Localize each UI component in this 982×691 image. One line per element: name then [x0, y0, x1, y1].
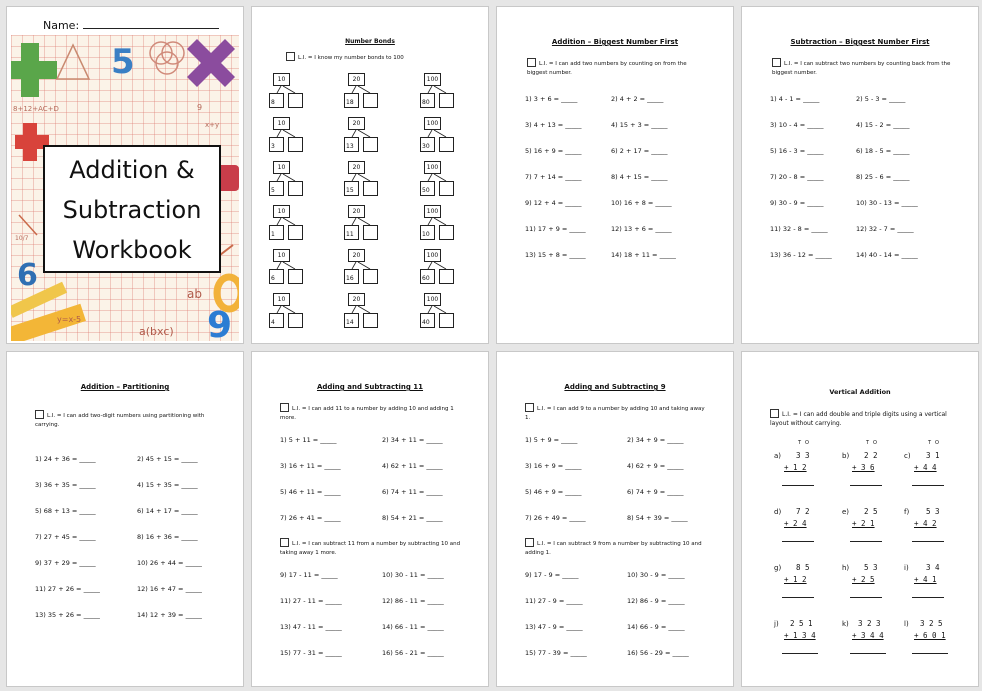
bond-answer-box[interactable] — [288, 269, 303, 284]
sum-label: k) — [842, 620, 849, 628]
bond-part: 50 — [420, 181, 435, 196]
question-item[interactable]: 1) 24 + 36 = _____ — [35, 455, 96, 463]
sum-bottom-number: + 1 3 4 — [784, 631, 816, 640]
bond-answer-box[interactable] — [363, 93, 378, 108]
answer-line[interactable] — [912, 541, 944, 542]
page-title: Adding and Subtracting 11 — [316, 383, 424, 391]
question-item[interactable]: 3) 36 + 35 = _____ — [35, 481, 96, 489]
question-item[interactable]: 5) 16 + 9 = _____ — [525, 147, 582, 155]
li-statement-sub — [280, 538, 464, 558]
sum-label: j) — [774, 620, 779, 628]
question-item[interactable]: 11) 32 - 8 = _____ — [770, 225, 828, 233]
question-item[interactable]: 8) 25 - 6 = _____ — [856, 173, 910, 181]
blue-six-icon: 6 — [17, 258, 38, 293]
li-checkbox[interactable] — [280, 403, 289, 412]
question-item[interactable]: 13) 36 - 12 = _____ — [770, 251, 832, 259]
bond-part: 18 — [344, 93, 359, 108]
number-bond — [344, 73, 384, 113]
question-item[interactable]: 10) 30 - 11 = _____ — [382, 571, 444, 579]
question-item[interactable]: 12) 13 + 6 = _____ — [611, 225, 672, 233]
question-item[interactable]: 9) 37 + 29 = _____ — [35, 559, 96, 567]
sum-label: a) — [774, 452, 782, 460]
question-item[interactable]: 6) 74 + 9 = _____ — [627, 488, 684, 496]
bond-answer-box[interactable] — [439, 181, 454, 196]
question-item[interactable]: 12) 86 - 11 = _____ — [382, 597, 444, 605]
li-text: L.I. = I can add 9 to a number by adding 10 and taking away 1. — [525, 406, 705, 421]
bond-whole: 100 — [424, 117, 441, 130]
answer-line[interactable] — [782, 541, 814, 542]
question-item[interactable]: 7) 20 - 8 = _____ — [770, 173, 824, 181]
question-item[interactable]: 7) 26 + 49 = _____ — [525, 514, 586, 522]
sum-top-number: 3 2 5 — [920, 619, 943, 628]
cover-title-line2: Subtraction — [62, 196, 202, 224]
number-bond — [420, 117, 460, 157]
question-item[interactable]: 7) 7 + 14 = _____ — [525, 173, 582, 181]
bond-whole: 10 — [273, 293, 290, 306]
answer-line[interactable] — [912, 653, 948, 654]
bond-whole: 100 — [424, 293, 441, 306]
li-statement-add — [280, 403, 464, 423]
question-item[interactable]: 4) 15 - 2 = _____ — [856, 121, 910, 129]
question-item[interactable]: 4) 62 + 9 = _____ — [627, 462, 684, 470]
sum-bottom-number: + 2 5 — [852, 575, 875, 584]
number-bond — [344, 161, 384, 201]
question-item[interactable]: 2) 4 + 2 = _____ — [611, 95, 664, 103]
question-item[interactable]: 11) 17 + 9 = _____ — [525, 225, 586, 233]
sum-bottom-number: + 1 2 — [784, 463, 807, 472]
cover-illustration — [11, 35, 239, 341]
bond-whole: 20 — [348, 73, 365, 86]
bond-part: 3 — [269, 137, 284, 152]
question-item[interactable]: 7) 26 + 41 = _____ — [280, 514, 341, 522]
question-item[interactable]: 9) 12 + 4 = _____ — [525, 199, 582, 207]
question-item[interactable]: 2) 34 + 11 = _____ — [382, 436, 443, 444]
question-item[interactable]: 12) 86 - 9 = _____ — [627, 597, 685, 605]
vertical-addition-page — [741, 351, 979, 687]
sum-label: f) — [904, 508, 910, 516]
li-statement — [35, 410, 219, 430]
bond-whole: 100 — [424, 249, 441, 262]
sum-top-number: 3 4 — [926, 563, 940, 572]
bond-whole: 100 — [424, 161, 441, 174]
li-checkbox[interactable] — [286, 52, 295, 61]
deco-abc: a(bxc) — [139, 325, 174, 338]
name-line — [83, 19, 219, 29]
sum-bottom-number: + 2 4 — [784, 519, 807, 528]
blue-nine-icon: 9 — [207, 305, 233, 341]
bond-answer-box[interactable] — [363, 313, 378, 328]
answer-line[interactable] — [850, 597, 882, 598]
question-item[interactable]: 6) 74 + 11 = _____ — [382, 488, 443, 496]
bond-answer-box[interactable] — [288, 181, 303, 196]
li-checkbox[interactable] — [35, 410, 44, 419]
sum-top-number: 5 3 — [926, 507, 940, 516]
number-bond — [344, 117, 384, 157]
cover-title-line1: Addition & — [69, 156, 195, 184]
bond-whole: 10 — [273, 205, 290, 218]
answer-line[interactable] — [912, 485, 944, 486]
number-bond — [269, 293, 309, 333]
bond-answer-box[interactable] — [439, 225, 454, 240]
cover-title-line3: Workbook — [72, 236, 192, 264]
li-text: L.I. = I can add 11 to a number by adding 10 and adding 1 more. — [280, 406, 454, 421]
purple-times-icon — [187, 39, 235, 87]
question-item[interactable]: 6) 2 + 17 = _____ — [611, 147, 668, 155]
number-bond — [269, 249, 309, 289]
question-item[interactable]: 8) 16 + 36 = _____ — [137, 533, 198, 541]
bond-part: 10 — [420, 225, 435, 240]
number-bond — [269, 161, 309, 201]
question-item[interactable]: 15) 77 - 31 = _____ — [280, 649, 342, 657]
sum-top-number: 3 2 3 — [858, 619, 881, 628]
bond-whole: 20 — [348, 205, 365, 218]
bond-whole: 20 — [348, 293, 365, 306]
question-item[interactable]: 3) 16 + 9 = _____ — [525, 462, 582, 470]
question-item[interactable]: 15) 77 - 39 = _____ — [525, 649, 587, 657]
bond-answer-box[interactable] — [363, 137, 378, 152]
bond-whole: 10 — [273, 249, 290, 262]
question-item[interactable]: 4) 15 + 3 = _____ — [611, 121, 668, 129]
question-item[interactable]: 1) 5 + 9 = _____ — [525, 436, 578, 444]
li-text: L.I. = I can subtract 9 from a number by subtracting 10 and adding 1. — [525, 541, 702, 556]
question-item[interactable]: 3) 16 + 11 = _____ — [280, 462, 341, 470]
question-item[interactable]: 14) 66 - 9 = _____ — [627, 623, 685, 631]
bond-answer-box[interactable] — [288, 313, 303, 328]
number-bond — [420, 249, 460, 289]
deco-fx: 9 — [197, 103, 203, 112]
li-statement-add — [525, 403, 709, 423]
cover-page — [6, 6, 244, 344]
question-item[interactable]: 9) 17 - 9 = _____ — [525, 571, 579, 579]
sum-bottom-number: + 4 2 — [914, 519, 937, 528]
question-item[interactable]: 14) 12 + 39 = _____ — [137, 611, 202, 619]
question-item[interactable]: 8) 54 + 39 = _____ — [627, 514, 688, 522]
number-bond — [420, 73, 460, 113]
adding-subtracting-11-page — [251, 351, 489, 687]
sum-bottom-number: + 6 0 1 — [914, 631, 946, 640]
sum-bottom-number: + 4 1 — [914, 575, 937, 584]
li-statement — [527, 58, 707, 78]
answer-line[interactable] — [782, 653, 818, 654]
question-item[interactable]: 4) 62 + 11 = _____ — [382, 462, 443, 470]
subtraction-biggest-first-page — [741, 6, 979, 344]
name-label: Name: — [43, 19, 80, 32]
sum-top-number: 3 3 — [796, 451, 810, 460]
question-item[interactable]: 9) 30 - 9 = _____ — [770, 199, 824, 207]
bond-answer-box[interactable] — [439, 313, 454, 328]
sum-label: c) — [904, 452, 911, 460]
bond-part: 40 — [420, 313, 435, 328]
bond-part: 14 — [344, 313, 359, 328]
cover-title-box — [43, 145, 221, 273]
li-statement — [772, 58, 952, 78]
bond-whole: 100 — [424, 205, 441, 218]
li-statement — [770, 409, 954, 428]
sum-bottom-number: + 4 4 — [914, 463, 937, 472]
sum-label: b) — [842, 452, 850, 460]
addition-biggest-first-page — [496, 6, 734, 344]
page-title: Subtraction – Biggest Number First — [790, 38, 930, 46]
question-item[interactable]: 14) 40 - 14 = _____ — [856, 251, 918, 259]
question-item[interactable]: 12) 32 - 7 = _____ — [856, 225, 914, 233]
answer-line[interactable] — [850, 485, 882, 486]
bond-whole: 20 — [348, 117, 365, 130]
li-text: L.I. = I know my number bonds to 100 — [298, 55, 404, 61]
li-text: L.I. = I can subtract two numbers by counting back from the biggest number. — [772, 61, 951, 76]
question-item[interactable]: 1) 5 + 11 = _____ — [280, 436, 337, 444]
question-item[interactable]: 5) 46 + 11 = _____ — [280, 488, 341, 496]
question-item[interactable]: 1) 4 - 1 = _____ — [770, 95, 820, 103]
green-plus-icon — [11, 43, 57, 97]
answer-line[interactable] — [782, 485, 814, 486]
sum-bottom-number: + 3 4 4 — [852, 631, 884, 640]
bond-part: 15 — [344, 181, 359, 196]
question-item[interactable]: 8) 4 + 15 = _____ — [611, 173, 668, 181]
bond-whole: 10 — [273, 161, 290, 174]
question-item[interactable]: 9) 17 - 11 = _____ — [280, 571, 338, 579]
question-item[interactable]: 11) 27 - 9 = _____ — [525, 597, 583, 605]
question-item[interactable]: 16) 56 - 29 = _____ — [627, 649, 689, 657]
bond-part: 4 — [269, 313, 284, 328]
question-item[interactable]: 10) 30 - 9 = _____ — [627, 571, 685, 579]
question-item[interactable]: 13) 35 + 26 = _____ — [35, 611, 100, 619]
answer-line[interactable] — [850, 541, 882, 542]
question-item[interactable]: 1) 3 + 6 = _____ — [525, 95, 578, 103]
bond-whole: 10 — [273, 117, 290, 130]
li-text: L.I. = I can subtract 11 from a number by subtracting 10 and taking away 1 more. — [280, 541, 461, 556]
bond-answer-box[interactable] — [288, 137, 303, 152]
question-item[interactable]: 10) 26 + 44 = _____ — [137, 559, 202, 567]
li-text: L.I. = I can add two numbers by counting on from the biggest number. — [527, 61, 687, 76]
question-item[interactable]: 2) 5 - 3 = _____ — [856, 95, 906, 103]
question-item[interactable]: 10) 16 + 8 = _____ — [611, 199, 672, 207]
bond-part: 6 — [269, 269, 284, 284]
sum-top-number: 2 5 1 — [790, 619, 813, 628]
page-title: Vertical Addition — [829, 388, 891, 396]
deco-xy: x+y — [205, 121, 220, 129]
sum-label: e) — [842, 508, 850, 516]
number-bond — [269, 117, 309, 157]
bond-part: 16 — [344, 269, 359, 284]
question-item[interactable]: 7) 27 + 45 = _____ — [35, 533, 96, 541]
bond-answer-box[interactable] — [288, 93, 303, 108]
question-item[interactable]: 5) 16 - 3 = _____ — [770, 147, 824, 155]
sum-label: g) — [774, 564, 782, 572]
number-bond — [344, 249, 384, 289]
bond-whole: 20 — [348, 161, 365, 174]
number-bond — [420, 293, 460, 333]
question-item[interactable]: 5) 46 + 9 = _____ — [525, 488, 582, 496]
page-title: Addition – Biggest Number First — [551, 38, 679, 46]
bond-part: 30 — [420, 137, 435, 152]
sum-top-number: 3 1 — [926, 451, 940, 460]
bond-part: 8 — [269, 93, 284, 108]
sum-top-number: 2 2 — [864, 451, 878, 460]
question-item[interactable]: 11) 27 + 26 = _____ — [35, 585, 100, 593]
number-bonds-page — [251, 6, 489, 344]
bond-whole: 20 — [348, 249, 365, 262]
deco-frac2: 10/7 — [15, 235, 29, 242]
addition-partitioning-page — [6, 351, 244, 687]
li-checkbox[interactable] — [525, 403, 534, 412]
sum-top-number: 7 2 — [796, 507, 810, 516]
question-item[interactable]: 8) 54 + 21 = _____ — [382, 514, 443, 522]
bond-answer-box[interactable] — [363, 181, 378, 196]
question-item[interactable]: 16) 56 - 21 = _____ — [382, 649, 444, 657]
page-title: Addition – Partitioning — [80, 383, 170, 391]
sum-top-number: 5 3 — [864, 563, 878, 572]
li-checkbox[interactable] — [772, 58, 781, 67]
question-item[interactable]: 2) 45 + 15 = _____ — [137, 455, 198, 463]
deco-yx: y=x-5 — [57, 315, 82, 324]
bond-answer-box[interactable] — [288, 225, 303, 240]
question-item[interactable]: 6) 18 - 5 = _____ — [856, 147, 910, 155]
sum-bottom-number: + 3 6 — [852, 463, 875, 472]
deco-equation: 8+12+AC+D — [13, 105, 59, 113]
sum-top-number: 2 5 — [864, 507, 878, 516]
bond-part: 80 — [420, 93, 435, 108]
blue-five-icon: 5 — [111, 42, 135, 82]
question-item[interactable]: 3) 10 - 4 = _____ — [770, 121, 824, 129]
question-item[interactable]: 5) 68 + 13 = _____ — [35, 507, 96, 515]
question-item[interactable]: 6) 14 + 17 = _____ — [137, 507, 198, 515]
bond-answer-box[interactable] — [439, 93, 454, 108]
page-title: Adding and Subtracting 9 — [564, 383, 666, 391]
bond-part: 60 — [420, 269, 435, 284]
question-item[interactable]: 14) 18 + 11 = _____ — [611, 251, 676, 259]
bond-part: 5 — [269, 181, 284, 196]
number-bond — [344, 293, 384, 333]
number-bond — [269, 73, 309, 113]
number-bond — [269, 205, 309, 245]
question-item[interactable]: 10) 30 - 13 = _____ — [856, 199, 918, 207]
bond-answer-box[interactable] — [363, 269, 378, 284]
tens-ones-label: TO — [866, 440, 881, 446]
tens-ones-label: TO — [798, 440, 813, 446]
question-item[interactable]: 12) 16 + 47 = _____ — [137, 585, 202, 593]
bond-part: 1 — [269, 225, 284, 240]
li-text: L.I. = I can add double and triple digits using a vertical layout without carrying. — [770, 411, 947, 427]
sum-label: d) — [774, 508, 782, 516]
sum-label: i) — [904, 564, 909, 572]
li-checkbox[interactable] — [527, 58, 536, 67]
sum-bottom-number: + 2 1 — [852, 519, 875, 528]
question-item[interactable]: 13) 15 + 8 = _____ — [525, 251, 586, 259]
sum-top-number: 8 5 — [796, 563, 810, 572]
answer-line[interactable] — [850, 653, 886, 654]
question-item[interactable]: 11) 27 - 11 = _____ — [280, 597, 342, 605]
bond-answer-box[interactable] — [363, 225, 378, 240]
li-text: L.I. = I can add two-digit numbers using partitioning with carrying. — [35, 413, 205, 428]
answer-line[interactable] — [782, 597, 814, 598]
question-item[interactable]: 14) 66 - 11 = _____ — [382, 623, 444, 631]
number-bond — [420, 205, 460, 245]
li-checkbox[interactable] — [770, 409, 779, 418]
question-item[interactable]: 3) 4 + 13 = _____ — [525, 121, 582, 129]
question-item[interactable]: 4) 15 + 35 = _____ — [137, 481, 198, 489]
bond-whole: 10 — [273, 73, 290, 86]
number-bond — [420, 161, 460, 201]
li-statement-sub — [525, 538, 709, 558]
answer-line[interactable] — [912, 597, 944, 598]
tens-ones-label: TO — [928, 440, 943, 446]
number-bond — [344, 205, 384, 245]
question-item[interactable]: 2) 34 + 9 = _____ — [627, 436, 684, 444]
li-statement — [286, 52, 404, 63]
sum-label: h) — [842, 564, 850, 572]
bond-part: 11 — [344, 225, 359, 240]
sum-bottom-number: + 1 2 — [784, 575, 807, 584]
page-title: Number Bonds — [345, 38, 395, 45]
bond-whole: 100 — [424, 73, 441, 86]
bond-answer-box[interactable] — [439, 137, 454, 152]
li-checkbox[interactable] — [280, 538, 289, 547]
adding-subtracting-9-page — [496, 351, 734, 687]
li-checkbox[interactable] — [525, 538, 534, 547]
question-item[interactable]: 13) 47 - 9 = _____ — [525, 623, 583, 631]
bond-part: 13 — [344, 137, 359, 152]
question-item[interactable]: 13) 47 - 11 = _____ — [280, 623, 342, 631]
name-field — [43, 19, 219, 32]
deco-ab: ab — [187, 287, 202, 301]
sum-label: l) — [904, 620, 909, 628]
bond-answer-box[interactable] — [439, 269, 454, 284]
